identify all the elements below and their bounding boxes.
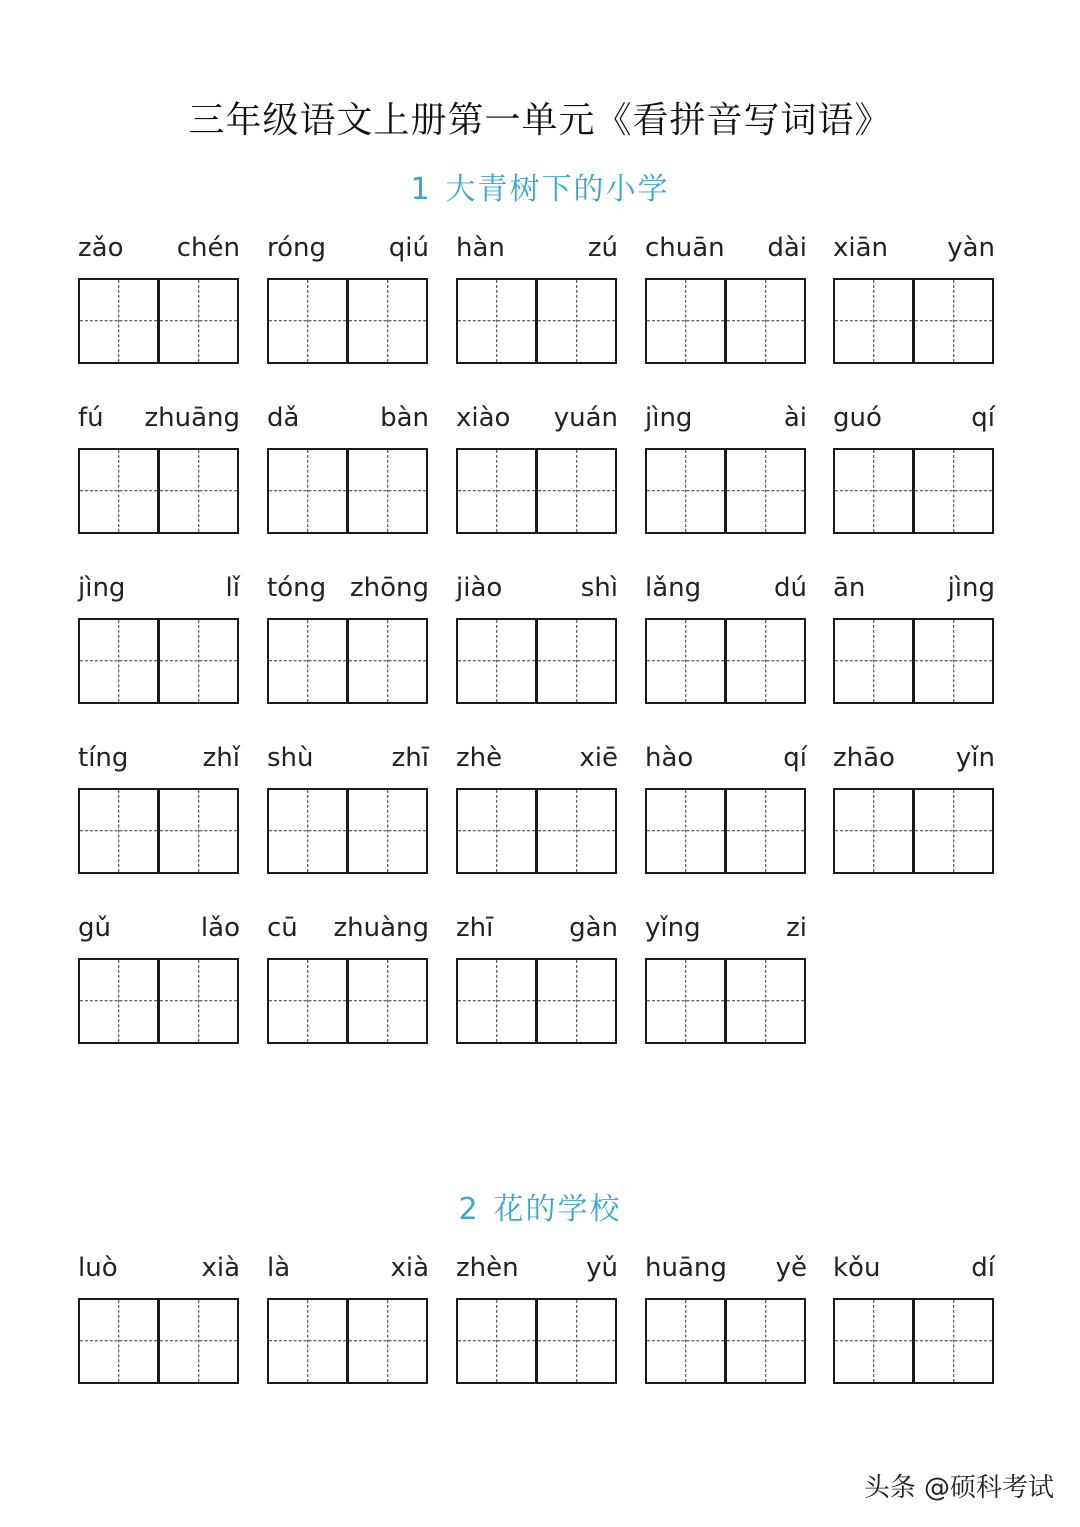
pinyin-syllable: shì [580,573,618,603]
word-item [456,910,618,1040]
cell-guide-horizontal [647,1000,724,1001]
tianzige-pair [833,1298,995,1384]
writing-cell[interactable] [158,958,239,1044]
pinyin-syllable: yě [775,1253,807,1283]
pinyin-syllable: dǎ [267,403,300,433]
cell-guide-horizontal [835,1340,912,1341]
cell-guide-horizontal [835,490,912,491]
word-item [267,570,429,700]
tianzige-pair [833,618,995,704]
word-item [645,400,807,530]
writing-cell[interactable] [456,618,537,704]
tianzige-pair [645,618,807,704]
writing-cell[interactable] [78,448,159,534]
cell-guide-horizontal [538,1000,615,1001]
cell-guide-horizontal [349,830,426,831]
tianzige-pair [267,278,429,364]
writing-cell[interactable] [347,278,428,364]
word-item [456,1250,618,1380]
cell-guide-horizontal [538,320,615,321]
writing-cell[interactable] [78,1298,159,1384]
cell-guide-horizontal [727,1000,804,1001]
cell-guide-horizontal [349,320,426,321]
pinyin-syllable: lǎo [200,913,240,943]
writing-cell[interactable] [913,448,994,534]
pinyin-syllable: yuán [553,403,618,433]
pinyin-syllable: bàn [380,403,429,433]
word-item [645,230,807,360]
pinyin-syllable: xiào [456,403,511,433]
tianzige-pair [78,1298,240,1384]
writing-cell[interactable] [645,618,726,704]
cell-guide-horizontal [915,830,992,831]
watermark: 头条 @硕科考试 [863,1473,1054,1503]
cell-guide-horizontal [80,1000,157,1001]
cell-guide-horizontal [269,1340,346,1341]
word-item [267,1250,429,1380]
word-item [645,1250,807,1380]
cell-guide-horizontal [647,660,724,661]
pinyin-syllable: lǐ [225,573,240,603]
pinyin-syllable: yàn [947,233,995,263]
writing-cell[interactable] [536,278,617,364]
pinyin-syllable: zhuāng [144,403,240,433]
pinyin-syllable: guó [833,403,882,433]
pinyin-syllable: yǐn [955,743,995,773]
cell-guide-horizontal [80,490,157,491]
writing-cell[interactable] [347,618,428,704]
cell-guide-horizontal [458,1340,535,1341]
pinyin-syllable: xià [390,1253,429,1283]
cell-guide-horizontal [349,490,426,491]
cell-guide-horizontal [458,320,535,321]
cell-guide-horizontal [80,660,157,661]
tianzige-pair [833,448,995,534]
cell-guide-horizontal [727,660,804,661]
pinyin-syllable: hào [645,743,694,773]
pinyin-syllable: chén [176,233,240,263]
cell-guide-horizontal [538,830,615,831]
pinyin-syllable: là [267,1253,291,1283]
cell-guide-horizontal [727,320,804,321]
tianzige-pair [267,618,429,704]
word-item [456,570,618,700]
writing-cell[interactable] [645,788,726,874]
pinyin-syllable: jìng [645,403,693,433]
word-item [267,740,429,870]
pinyin-syllable: gàn [569,913,618,943]
writing-cell[interactable] [645,278,726,364]
pinyin-syllable: huāng [645,1253,727,1283]
cell-guide-horizontal [349,1340,426,1341]
writing-cell[interactable] [267,788,348,874]
writing-cell[interactable] [725,618,806,704]
pinyin-syllable: qí [783,743,807,773]
cell-guide-horizontal [458,490,535,491]
tianzige-pair [78,448,240,534]
pinyin-syllable: jiào [456,573,503,603]
writing-cell[interactable] [725,278,806,364]
word-item [645,570,807,700]
pinyin-syllable: zhī [391,743,429,773]
word-item [833,570,995,700]
tianzige-pair [78,788,240,874]
writing-cell[interactable] [456,788,537,874]
writing-cell[interactable] [158,1298,239,1384]
word-item [833,1250,995,1380]
cell-guide-horizontal [647,490,724,491]
pinyin-syllable: zhōng [349,573,429,603]
writing-cell[interactable] [78,278,159,364]
tianzige-pair [456,448,618,534]
word-item [456,400,618,530]
pinyin-syllable: yǔ [586,1253,618,1283]
cell-guide-horizontal [269,1000,346,1001]
tianzige-pair [456,1298,618,1384]
tianzige-pair [456,958,618,1044]
writing-cell[interactable] [725,1298,806,1384]
cell-guide-horizontal [727,830,804,831]
word-item [78,740,240,870]
writing-cell[interactable] [267,448,348,534]
cell-guide-horizontal [915,490,992,491]
tianzige-pair [78,958,240,1044]
cell-guide-horizontal [538,1340,615,1341]
cell-guide-horizontal [269,830,346,831]
pinyin-syllable: ān [833,573,866,603]
word-item [833,230,995,360]
cell-guide-horizontal [647,320,724,321]
cell-guide-horizontal [835,660,912,661]
cell-guide-horizontal [727,1340,804,1341]
cell-guide-horizontal [269,320,346,321]
pinyin-syllable: xiē [579,743,618,773]
pinyin-syllable: dú [774,573,807,603]
writing-cell[interactable] [456,448,537,534]
pinyin-syllable: ài [783,403,807,433]
pinyin-syllable: dí [971,1253,995,1283]
word-item [78,400,240,530]
pinyin-syllable: dài [767,233,807,263]
writing-cell[interactable] [78,618,159,704]
writing-cell[interactable] [725,448,806,534]
writing-cell[interactable] [536,1298,617,1384]
pinyin-syllable: hàn [456,233,505,263]
section-name: 花的学校 [493,1192,622,1227]
cell-guide-horizontal [269,660,346,661]
tianzige-pair [833,788,995,874]
cell-guide-horizontal [538,660,615,661]
tianzige-pair [456,788,618,874]
page-title: 三年级语文上册第一单元《看拼音写词语》 [188,100,892,141]
cell-guide-horizontal [160,660,237,661]
section-title [0,1188,1080,1232]
section-name: 大青树下的小学 [445,172,670,207]
tianzige-pair [78,278,240,364]
writing-cell[interactable] [267,618,348,704]
writing-cell[interactable] [347,1298,428,1384]
pinyin-syllable: xià [201,1253,240,1283]
cell-guide-horizontal [160,1340,237,1341]
pinyin-syllable: tíng [78,743,129,773]
pinyin-syllable: zhèn [456,1253,519,1283]
cell-guide-horizontal [915,320,992,321]
pinyin-syllable: cū [267,913,298,943]
cell-guide-horizontal [160,1000,237,1001]
cell-guide-horizontal [538,490,615,491]
pinyin-syllable: qí [971,403,995,433]
writing-cell[interactable] [347,448,428,534]
writing-cell[interactable] [833,618,914,704]
writing-cell[interactable] [267,1298,348,1384]
pinyin-syllable: gǔ [78,913,111,943]
writing-cell[interactable] [833,448,914,534]
tianzige-pair [267,788,429,874]
cell-guide-horizontal [160,830,237,831]
tianzige-pair [645,788,807,874]
pinyin-syllable: yǐng [645,913,701,943]
pinyin-syllable: zhè [456,743,503,773]
writing-cell[interactable] [725,788,806,874]
cell-guide-horizontal [269,490,346,491]
pinyin-syllable: zǎo [78,233,124,263]
pinyin-syllable: zhāo [833,743,895,773]
section-number: 2 [458,1192,480,1227]
pinyin-syllable: chuān [645,233,725,263]
pinyin-syllable: zi [786,913,807,943]
writing-cell[interactable] [536,618,617,704]
writing-cell[interactable] [456,278,537,364]
tianzige-pair [78,618,240,704]
writing-cell[interactable] [456,1298,537,1384]
tianzige-pair [267,958,429,1044]
writing-cell[interactable] [536,448,617,534]
pinyin-syllable: zhǐ [202,743,240,773]
pinyin-syllable: luò [78,1253,118,1283]
cell-guide-horizontal [349,1000,426,1001]
cell-guide-horizontal [160,320,237,321]
tianzige-pair [456,618,618,704]
writing-cell[interactable] [158,788,239,874]
cell-guide-horizontal [458,830,535,831]
pinyin-syllable: jìng [78,573,126,603]
writing-cell[interactable] [913,1298,994,1384]
tianzige-pair [267,448,429,534]
writing-cell[interactable] [347,788,428,874]
writing-cell[interactable] [645,958,726,1044]
word-item [456,230,618,360]
cell-guide-horizontal [727,490,804,491]
pinyin-syllable: tóng [267,573,327,603]
word-item [267,230,429,360]
pinyin-syllable: zhuàng [333,913,429,943]
writing-cell[interactable] [158,448,239,534]
word-item [833,400,995,530]
word-item [267,910,429,1040]
cell-guide-horizontal [458,660,535,661]
word-item [78,570,240,700]
cell-guide-horizontal [80,1340,157,1341]
writing-cell[interactable] [267,278,348,364]
writing-cell[interactable] [913,788,994,874]
cell-guide-horizontal [160,490,237,491]
pinyin-syllable: fú [78,403,104,433]
pinyin-syllable: jìng [947,573,995,603]
tianzige-pair [833,278,995,364]
writing-cell[interactable] [158,618,239,704]
pinyin-syllable: qiú [388,233,429,263]
writing-cell[interactable] [158,278,239,364]
tianzige-pair [645,278,807,364]
cell-guide-horizontal [80,320,157,321]
word-item [78,230,240,360]
pinyin-syllable: róng [267,233,327,263]
writing-cell[interactable] [267,958,348,1044]
pinyin-syllable: kǒu [833,1253,881,1283]
tianzige-pair [456,278,618,364]
cell-guide-horizontal [80,830,157,831]
word-item [267,400,429,530]
word-item [456,740,618,870]
word-item [645,740,807,870]
writing-cell[interactable] [645,448,726,534]
writing-cell[interactable] [913,618,994,704]
tianzige-pair [645,1298,807,1384]
tianzige-pair [645,448,807,534]
writing-cell[interactable] [725,958,806,1044]
cell-guide-horizontal [835,320,912,321]
word-item [78,1250,240,1380]
writing-cell[interactable] [833,278,914,364]
word-item [833,740,995,870]
cell-guide-horizontal [458,1000,535,1001]
section-title [0,168,1080,212]
cell-guide-horizontal [349,660,426,661]
cell-guide-horizontal [647,830,724,831]
tianzige-pair [645,958,807,1044]
writing-cell[interactable] [347,958,428,1044]
cell-guide-horizontal [835,830,912,831]
pinyin-syllable: lǎng [645,573,702,603]
writing-cell[interactable] [833,788,914,874]
writing-cell[interactable] [536,788,617,874]
pinyin-syllable: shù [267,743,314,773]
cell-guide-horizontal [915,660,992,661]
writing-cell[interactable] [833,1298,914,1384]
pinyin-syllable: xiān [833,233,889,263]
pinyin-syllable: zhī [456,913,494,943]
writing-cell[interactable] [78,958,159,1044]
cell-guide-horizontal [647,1340,724,1341]
writing-cell[interactable] [78,788,159,874]
section-number: 1 [410,172,432,207]
cell-guide-horizontal [915,1340,992,1341]
tianzige-pair [267,1298,429,1384]
writing-cell[interactable] [456,958,537,1044]
writing-cell[interactable] [536,958,617,1044]
word-item [645,910,807,1040]
writing-cell[interactable] [645,1298,726,1384]
word-item [78,910,240,1040]
writing-cell[interactable] [913,278,994,364]
pinyin-syllable: zú [587,233,618,263]
